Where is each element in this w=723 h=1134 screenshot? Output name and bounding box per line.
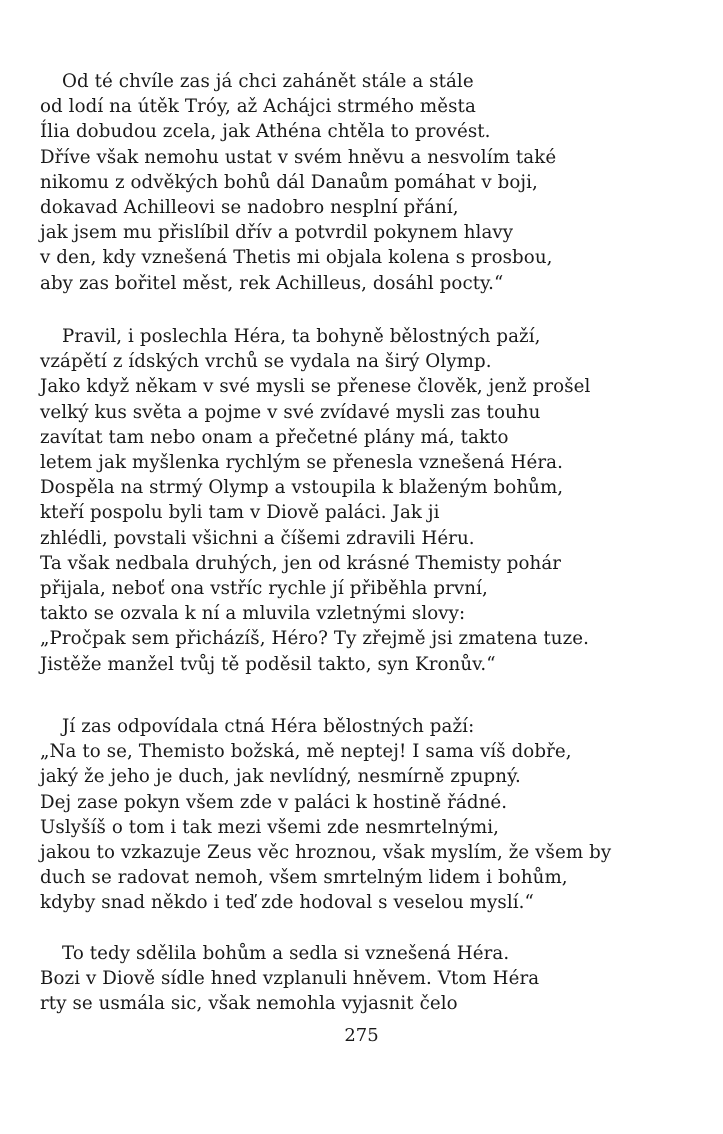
verse-line: „Pročpak sem přicházíš, Héro? Ty zřejmě jsi zmatena tuze. <box>40 628 590 650</box>
verse-line: Jí zas odpovídala ctná Héra bělostných paží: <box>62 716 475 737</box>
verse-line: Ta však nedbala druhých, jen od krásné Themisty pohár <box>40 552 562 574</box>
verse-line: Bozi v Diově sídle hned vzplanuli hněvem. Vtom Héra <box>40 968 540 990</box>
verse-line: kteří pospolu byli tam v Diově paláci. Jak ji <box>40 502 440 524</box>
verse-line: Jako když někam v své mysli se přenese člověk, jenž prošel <box>40 376 591 398</box>
stanza-3 <box>40 714 700 916</box>
verse-line: Dospěla na strmý Olymp a vstoupila k blaženým bohům, <box>40 477 564 499</box>
verse-line: Dej zase pokyn všem zde v paláci k hostině řádné. <box>40 791 508 813</box>
verse-line: jaký že jeho je duch, jak nevlídný, nesmírně zpupný. <box>40 766 521 788</box>
verse-line: nikomu z odvěkých bohů dál Danaům pomáhat v boji, <box>40 171 538 193</box>
verse-line: v den, kdy vznešená Thetis mi objala kolena s prosbou, <box>40 247 553 269</box>
verse-line: To tedy sdělila bohům a sedla si vznešená Héra. <box>62 943 510 964</box>
verse-line: jakou to vzkazuje Zeus věc hroznou, však myslím, že všem by <box>40 842 612 864</box>
verse-line: „Na to se, Themisto božská, mě neptej! I sama víš dobře, <box>40 741 572 763</box>
verse-line: zavítat tam nebo onam a přečetné plány má, takto <box>40 426 509 448</box>
verse-line: takto se ozvala k ní a mluvila vzletnými slovy: <box>40 603 466 625</box>
verse-line: Dříve však nemohu ustat v svém hněvu a nesvolím také <box>40 146 557 168</box>
verse-line: Od té chvíle zas já chci zahánět stále a stále <box>62 71 474 92</box>
verse-line: Pravil, i poslechla Héra, ta bohyně bělostných paží, <box>62 326 541 347</box>
verse-line: letem jak myšlenka rychlým se přenesla vznešená Héra. <box>40 452 563 474</box>
stanza-4 <box>40 941 700 1017</box>
stanza-2 <box>40 324 700 677</box>
verse-line: velký kus světa a pojme v své zvídavé mysli zas touhu <box>40 401 541 423</box>
verse-line: duch se radovat nemoh, všem smrtelným lidem i bohům, <box>40 867 568 889</box>
verse-line: rty se usmála sic, však nemohla vyjasnit čelo <box>40 993 458 1015</box>
verse-line: přijala, neboť ona vstříc rychle jí přiběhla první, <box>40 578 488 600</box>
verse-line: Jistěže manžel tvůj tě poděsil takto, syn Kronův.“ <box>40 653 496 675</box>
verse-line: dokavad Achilleovi se nadobro nesplní přání, <box>40 197 459 219</box>
stanza-1 <box>40 69 700 296</box>
verse-line: od lodí na útěk Tróy, až Achájci strmého města <box>40 96 476 118</box>
verse-line: jak jsem mu přislíbil dřív a potvrdil pokynem hlavy <box>40 222 514 244</box>
verse-line: Ília dobudou zcela, jak Athéna chtěla to provést. <box>40 121 491 143</box>
verse-line: kdyby snad někdo i teď zde hodoval s veselou myslí.“ <box>40 892 534 914</box>
verse-line: aby zas bořitel měst, rek Achilleus, dosáhl pocty.“ <box>40 272 504 294</box>
verse-line: vzápětí z ídských vrchů se vydala na širý Olymp. <box>40 351 492 373</box>
page-number: 275 <box>344 1025 379 1046</box>
verse-line: Uslyšíš o tom i tak mezi všemi zde nesmrtelnými, <box>40 816 500 838</box>
verse-line: zhlédli, povstali všichni a číšemi zdravili Héru. <box>40 527 475 549</box>
